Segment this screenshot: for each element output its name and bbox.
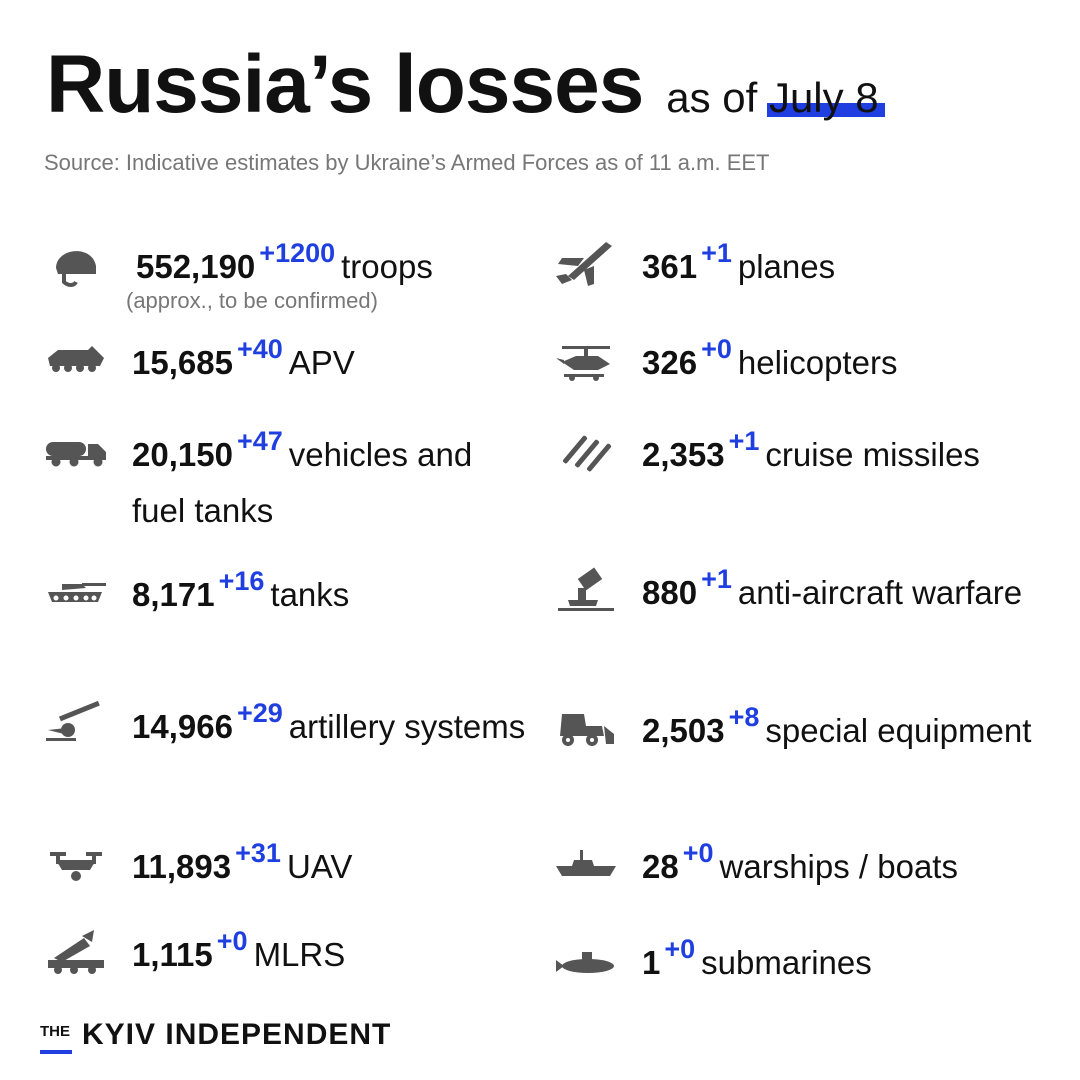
loss-delta: +1 [728, 426, 760, 456]
cruise-missile-icon [554, 428, 618, 476]
loss-item-text [642, 704, 1042, 760]
loss-note: (approx., to be confirmed) [126, 288, 378, 313]
loss-label: planes [737, 248, 836, 285]
loss-item-text [642, 428, 1042, 484]
loss-count: 361 [642, 248, 698, 285]
loss-count: 14,966 [132, 708, 233, 745]
loss-delta: +1 [701, 238, 732, 268]
loss-count: 11,893 [132, 848, 232, 885]
loss-label: UAV [286, 848, 353, 885]
loss-delta: +47 [236, 426, 283, 456]
loss-delta: +0 [216, 926, 248, 956]
loss-delta: +0 [701, 334, 732, 364]
title-date: July 8 [768, 74, 879, 121]
fuel-truck-icon [44, 428, 108, 476]
source-note: Source: Indicative estimates by Ukraine’s Armed Forces as of 11 a.m. EET [44, 150, 770, 175]
loss-delta: +8 [728, 702, 760, 732]
title-main: Russia’s losses [46, 39, 644, 130]
loss-item-text [132, 840, 532, 896]
loss-item-text [642, 336, 1042, 392]
loss-delta: +40 [236, 334, 283, 364]
loss-item-text [642, 566, 1042, 622]
logo-name: KYIV INDEPENDENT [82, 1018, 392, 1051]
loss-count: 880 [642, 574, 698, 611]
loss-count: 326 [642, 344, 698, 381]
loss-label: artillery systems [288, 708, 526, 745]
loss-label: MLRS [253, 936, 346, 973]
loss-label: warships / boats [719, 848, 958, 885]
loss-label: cruise missiles [765, 436, 980, 473]
title-prefix: as of [666, 74, 758, 121]
loss-count: 2,503 [642, 712, 725, 749]
mlrs-icon [44, 928, 108, 976]
loss-count: 1 [642, 944, 661, 981]
loss-count: 20,150 [132, 436, 233, 473]
loss-count: 2,353 [642, 436, 725, 473]
loss-item-text [132, 700, 532, 756]
armored-vehicle-icon [44, 336, 108, 384]
loss-count: 1,115 [132, 936, 213, 973]
loss-delta: +29 [236, 698, 283, 728]
loss-label: special equipment [765, 712, 1032, 749]
loss-delta: +1200 [259, 238, 336, 268]
plane-icon [554, 240, 618, 288]
helmet-icon [48, 240, 112, 288]
loss-item-text [642, 936, 1042, 992]
loss-count: 15,685 [132, 344, 233, 381]
loss-label: submarines [701, 944, 872, 981]
loss-label: troops [341, 248, 433, 285]
page-title [46, 39, 879, 130]
tank-icon [44, 568, 108, 616]
logo-the: THE [40, 1023, 70, 1040]
loss-item-text [642, 840, 1042, 896]
loss-item-text [132, 568, 532, 624]
anti-aircraft-icon [554, 566, 618, 614]
loss-delta: +0 [682, 838, 714, 868]
loss-count: 8,171 [132, 576, 215, 613]
loss-count: 552,190 [136, 248, 256, 285]
loss-label: APV [288, 344, 355, 381]
loss-item-text [642, 240, 1042, 296]
loss-label: tanks [270, 576, 350, 613]
title-date-line [666, 74, 878, 121]
drone-icon [44, 840, 108, 888]
loss-delta: +31 [235, 838, 281, 868]
helicopter-icon [554, 336, 618, 384]
loss-label: helicopters [737, 344, 898, 381]
loss-count: 28 [642, 848, 679, 885]
warship-icon [554, 840, 618, 888]
loss-delta: +0 [664, 934, 696, 964]
loss-label: anti-aircraft warfare [737, 574, 1023, 611]
submarine-icon [554, 936, 618, 984]
loss-item-text [132, 336, 532, 392]
loss-item-text [132, 928, 532, 984]
loss-item-text [132, 428, 532, 537]
artillery-icon [44, 700, 108, 748]
bulldozer-icon [554, 704, 618, 752]
loss-delta: +16 [218, 566, 265, 596]
loss-delta: +1 [701, 564, 732, 594]
publisher-logo [40, 1018, 391, 1052]
loss-label: vehicles and fuel tanks [132, 436, 473, 529]
